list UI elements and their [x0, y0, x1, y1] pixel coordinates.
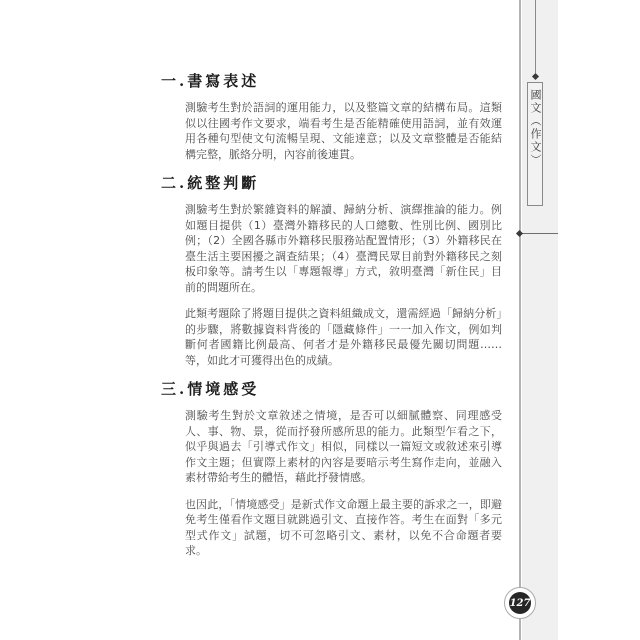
sidebar-horizontal-rule: [519, 233, 558, 234]
section-situational-feeling: [161, 379, 503, 559]
page-content: [161, 71, 503, 570]
chapter-tab: 國文（作文）: [527, 82, 543, 206]
section-heading: 三.情境感受: [161, 380, 260, 398]
tab-connector-line: [535, 0, 536, 73]
section-paragraph: 也因此，「情境感受」是新式作文命題上最主要的訴求之一，即避免考生僅看作文題目就跳過引文、直接作答。考生在面對「多元型式作文」試題，切不可忽略引文、素材，以免不合命題者要求。: [185, 497, 502, 557]
section-heading: 一.書寫表述: [161, 72, 260, 90]
section-heading: 二.統整判斷: [161, 174, 260, 192]
section-integrated-judgment: [161, 173, 503, 368]
section-paragraph: 測驗考生對於語詞的運用能力，以及整篇文章的結構布局。這類似以往國考作文要求，端看考生是否能精確使用語詞，並有效運用各種句型使文句流暢呈現、文能達意；以及文章整體是否能結構完整，脈絡分明，內容前後連貫。: [185, 101, 502, 161]
section-paragraph: 此類考題除了將題目提供之資料組織成文，還需經過「歸納分析」的步驟，將數據資料背後的「隱藏條件」一一加入作文，例如判斷何者國籍比例最高、何者才是外籍移民最優先關切問題……等，如此才可獲得出色的成績。: [185, 307, 502, 367]
page-number: 127: [509, 592, 531, 614]
section-writing-expression: [161, 71, 503, 162]
page-number-badge: [504, 587, 536, 619]
section-paragraph: 測驗考生對於文章敘述之情境，是否可以細膩體察、同理感受人、事、物、景，從而抒發所感所思的能力。此類型乍看之下，似乎與過去「引導式作文」相似，同樣以一篇短文或敘述來引導作文主題；但實際上素材的內容是要暗示考生寫作走向，並融入素材帶給考生的體悟，藉此抒發情感。: [185, 409, 502, 484]
section-paragraph: 測驗考生對於繁雜資料的解讀、歸納分析、演繹推論的能力。例如題目提供（1）臺灣外籍移民的人口總數、性別比例、國別比例；（2）全國各縣市外籍移民服務站配置情形；（3）外籍移民在臺生活主要困擾之調查結果；（4）臺灣民眾目前對外籍移民之刻板印象等。請考生以「專題報導」方式，敘明臺灣「新住民」目前的問題所在。: [185, 203, 502, 294]
sidebar-vertical-rule: [519, 0, 521, 640]
